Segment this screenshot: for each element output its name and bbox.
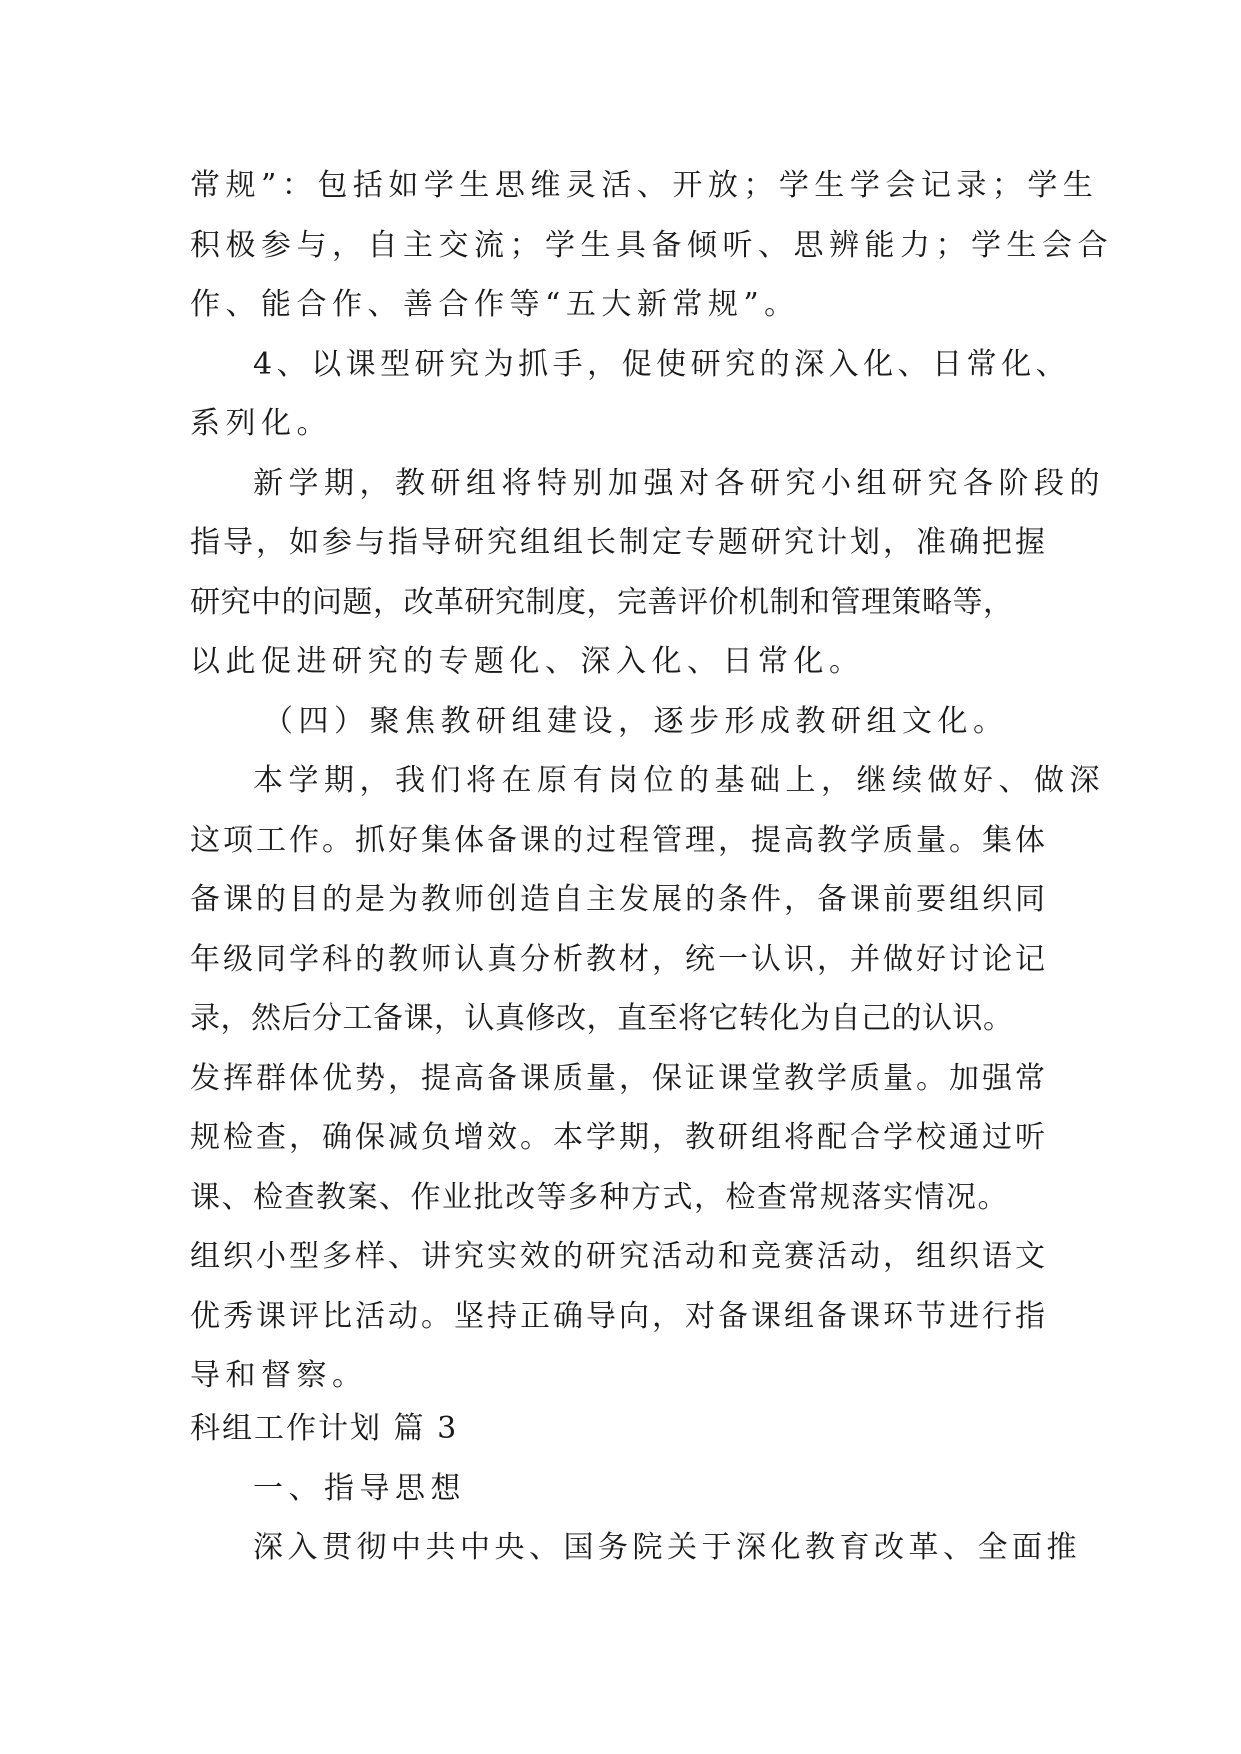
paragraph-line: 录，然后分工备课，认真修改，直至将它转化为自己的认识。 — [190, 1001, 1014, 1036]
subsection-heading: 一、指导思想 — [253, 1471, 466, 1506]
paragraph-line: 发挥群体优势，提高备课质量，保证课堂教学质量。加强常 — [190, 1061, 1048, 1096]
paragraph-line: 作、能合作、善合作等“五大新常规”。 — [190, 287, 800, 322]
section-heading: （四）聚焦教研组建设，逐步形成教研组文化。 — [263, 704, 1009, 739]
paragraph-line: 优秀课评比活动。坚持正确导向，对备课组备课环节进行指 — [190, 1299, 1048, 1334]
paragraph-line: 4、以课型研究为抓手，促使研究的深入化、日常化、 — [253, 347, 1071, 382]
section-title: 科组工作计划 篇 3 — [190, 1411, 459, 1446]
paragraph-line: 年级同学科的教师认真分析教材，统一认识，并做好讨论记 — [190, 942, 1048, 977]
paragraph-line: 新学期，教研组将特别加强对各研究小组研究各阶段的 — [253, 466, 1105, 501]
paragraph-line: 指导，如参与指导研究组组长制定专题研究计划，准确把握 — [190, 525, 1048, 560]
paragraph-line: 积极参与，自主交流；学生具备倾听、思辨能力；学生会合 — [190, 228, 1113, 263]
paragraph-line: 以此促进研究的专题化、深入化、日常化。 — [190, 644, 865, 679]
paragraph-line: 课、检查教案、作业批改等多种方式，检查常规落实情况。 — [190, 1180, 1009, 1215]
paragraph-line: 系列化。 — [190, 406, 332, 441]
paragraph-line: 深入贯彻中共中央、国务院关于深化教育改革、全面推 — [253, 1530, 1081, 1565]
paragraph-line: 本学期，我们将在原有岗位的基础上，继续做好、做深 — [253, 763, 1105, 798]
paragraph-line: 这项工作。抓好集体备课的过程管理，提高教学质量。集体 — [190, 823, 1048, 858]
paragraph-line: 规检查，确保减负增效。本学期，教研组将配合学校通过听 — [190, 1120, 1048, 1155]
paragraph-line: 常规”：包括如学生思维灵活、开放；学生学会记录；学生 — [190, 168, 1099, 203]
paragraph-line: 研究中的问题，改革研究制度，完善评价机制和管理策略等， — [190, 585, 1014, 620]
paragraph-line: 备课的目的是为教师创造自主发展的条件，备课前要组织同 — [190, 882, 1048, 917]
paragraph-line: 导和督察。 — [190, 1358, 368, 1393]
paragraph-line: 组织小型多样、讲究实效的研究活动和竞赛活动，组织语文 — [190, 1239, 1048, 1274]
